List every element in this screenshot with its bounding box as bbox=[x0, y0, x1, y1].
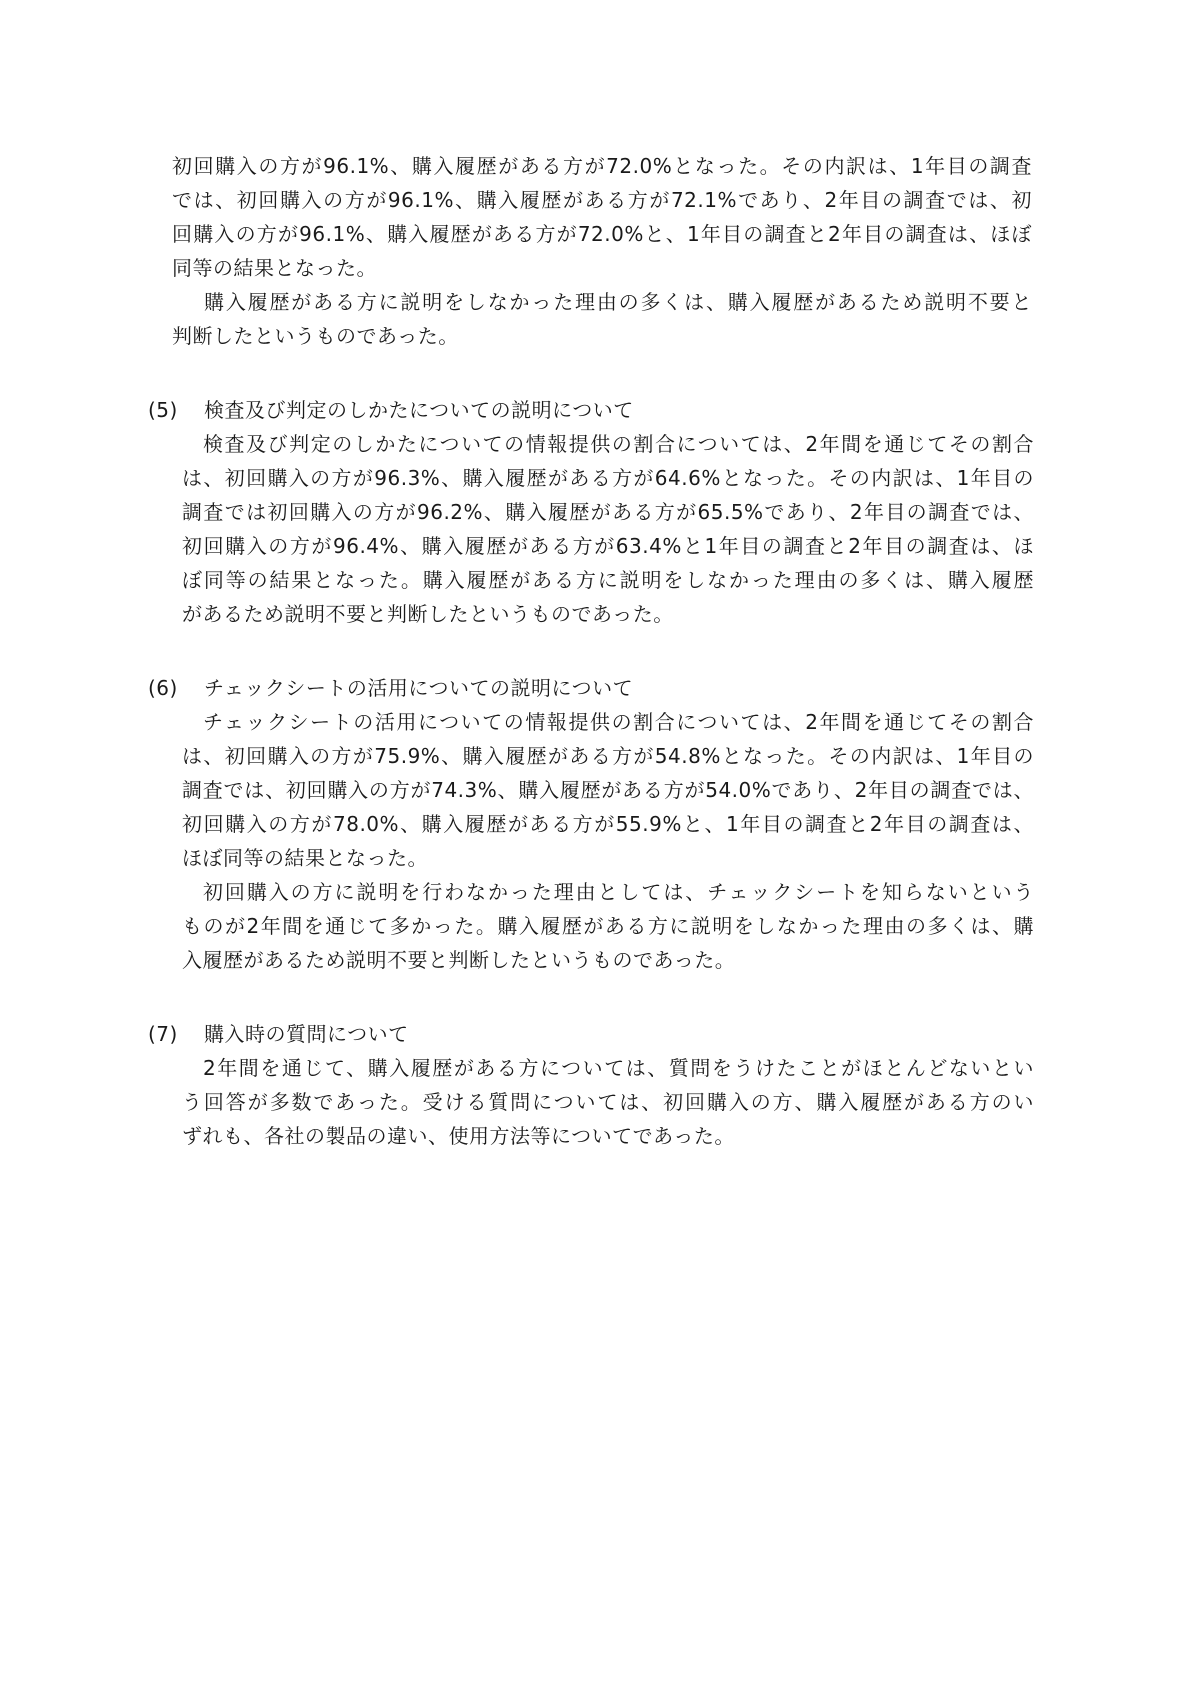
section-7-title: 購入時の質問について bbox=[204, 1022, 409, 1046]
section-5-title: 検査及び判定のしかたについての説明について bbox=[204, 398, 634, 422]
intro-line-3: 回購入の方が96.1%、購入履歴がある方が72.0%と、1年目の調査と2年目の調査は、ほぼ bbox=[172, 222, 1032, 246]
section-5-line-6: があるため説明不要と判断したというものであった。 bbox=[182, 602, 674, 626]
section-6-heading bbox=[148, 671, 633, 705]
section-6-number: (6) bbox=[148, 676, 178, 700]
section-6-para2-line-3: 入履歴があるため説明不要と判断したというものであった。 bbox=[182, 948, 736, 972]
section-6-line-2: は、初回購入の方が75.9%、購入履歴がある方が54.8%となった。その内訳は、1年目の bbox=[182, 744, 1034, 768]
section-6-line-1: チェックシートの活用についての情報提供の割合については、2年間を通じてその割合 bbox=[203, 710, 1034, 734]
intro-para2-line-1: 購入履歴がある方に説明をしなかった理由の多くは、購入履歴があるため説明不要と bbox=[204, 290, 1032, 314]
section-5-line-2: は、初回購入の方が96.3%、購入履歴がある方が64.6%となった。その内訳は、1年目の bbox=[182, 466, 1034, 490]
section-5-line-3: 調査では初回購入の方が96.2%、購入履歴がある方が65.5%であり、2年目の調査では、 bbox=[182, 500, 1034, 524]
section-5-heading bbox=[148, 393, 634, 427]
intro-line-4: 同等の結果となった。 bbox=[172, 256, 377, 280]
section-6-line-3: 調査では、初回購入の方が74.3%、購入履歴がある方が54.0%であり、2年目の調査では、 bbox=[182, 778, 1034, 802]
section-6-para2-line-2: ものが2年間を通じて多かった。購入履歴がある方に説明をしなかった理由の多くは、購 bbox=[182, 914, 1034, 938]
section-7-line-3: ずれも、各社の製品の違い、使用方法等についてであった。 bbox=[182, 1124, 735, 1148]
section-6-line-4: 初回購入の方が78.0%、購入履歴がある方が55.9%と、1年目の調査と2年目の調査は、 bbox=[182, 812, 1034, 836]
section-7-heading bbox=[148, 1017, 409, 1051]
section-6-para2-line-1: 初回購入の方に説明を行わなかった理由としては、チェックシートを知らないという bbox=[203, 880, 1034, 904]
section-7-line-1: 2年間を通じて、購入履歴がある方については、質問をうけたことがほとんどないとい bbox=[203, 1056, 1034, 1080]
section-6-line-5: ほぼ同等の結果となった。 bbox=[182, 846, 428, 870]
intro-line-2: では、初回購入の方が96.1%、購入履歴がある方が72.1%であり、2年目の調査では、初 bbox=[172, 188, 1032, 212]
section-5-line-4: 初回購入の方が96.4%、購入履歴がある方が63.4%と1年目の調査と2年目の調査は、ほ bbox=[182, 534, 1034, 558]
section-7-line-2: う回答が多数であった。受ける質問については、初回購入の方、購入履歴がある方のい bbox=[182, 1090, 1034, 1114]
section-6-title: チェックシートの活用についての説明について bbox=[204, 676, 634, 700]
section-5-number: (5) bbox=[148, 398, 178, 422]
section-5-line-1: 検査及び判定のしかたについての情報提供の割合については、2年間を通じてその割合 bbox=[203, 432, 1034, 456]
intro-line-1: 初回購入の方が96.1%、購入履歴がある方が72.0%となった。その内訳は、1年目の調査 bbox=[172, 154, 1032, 178]
section-7-number: (7) bbox=[148, 1022, 178, 1046]
intro-para2-line-2: 判断したというものであった。 bbox=[172, 324, 459, 348]
section-5-line-5: ぼ同等の結果となった。購入履歴がある方に説明をしなかった理由の多くは、購入履歴 bbox=[182, 568, 1034, 592]
